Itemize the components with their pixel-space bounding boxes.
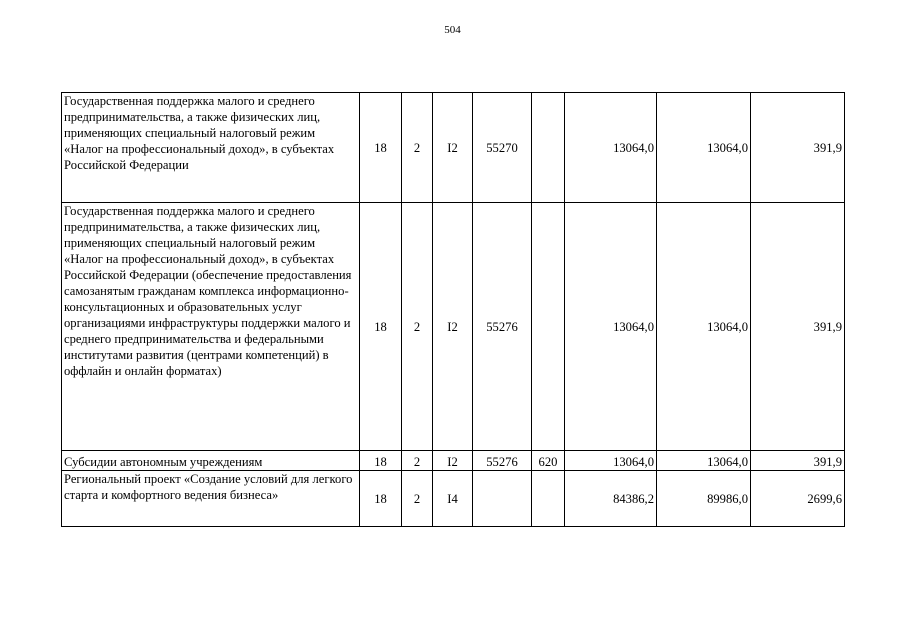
page-number: 504 <box>444 24 461 36</box>
cell-section: 2 <box>402 93 433 203</box>
cell-amount-3: 2699,6 <box>751 471 845 527</box>
cell-ministry: 18 <box>360 93 402 203</box>
cell-section: 2 <box>402 203 433 451</box>
table-row <box>62 451 845 471</box>
table-row <box>62 471 845 527</box>
table-row <box>62 93 845 203</box>
row-name: Региональный проект «Создание условий для легкого старта и комфортного ведения бизнеса» <box>62 471 360 527</box>
cell-expense-type <box>532 471 565 527</box>
cell-amount-3: 391,9 <box>751 93 845 203</box>
cell-amount-1: 13064,0 <box>565 451 657 471</box>
cell-amount-3: 391,9 <box>751 451 845 471</box>
cell-subsection: I2 <box>433 451 473 471</box>
cell-subsection: I4 <box>433 471 473 527</box>
cell-section: 2 <box>402 451 433 471</box>
cell-expense-type: 620 <box>532 451 565 471</box>
row-name: Государственная поддержка малого и среднего предпринимательства, а также физических лиц, применяющих специальный налоговый режим «Налог на профессиональный доход», в субъектах Российской Федерации (обеспечение предоставления самозанятым гражданам комплекса информационно-консультационных и образовательных услуг организациями инфраструктуры поддержки малого и среднего предпринимательства и федеральными институтами развития (центрами компетенций) в оффлайн и онлайн форматах) <box>62 203 360 451</box>
cell-target: 55276 <box>473 203 532 451</box>
cell-amount-2: 89986,0 <box>657 471 751 527</box>
cell-amount-1: 13064,0 <box>565 93 657 203</box>
cell-amount-1: 84386,2 <box>565 471 657 527</box>
cell-target: 55270 <box>473 93 532 203</box>
cell-amount-1: 13064,0 <box>565 203 657 451</box>
row-name: Субсидии автономным учреждениям <box>62 451 360 471</box>
cell-ministry: 18 <box>360 451 402 471</box>
cell-ministry: 18 <box>360 471 402 527</box>
cell-section: 2 <box>402 471 433 527</box>
table-row <box>62 203 845 451</box>
cell-subsection: I2 <box>433 203 473 451</box>
cell-amount-2: 13064,0 <box>657 451 751 471</box>
cell-target: 55276 <box>473 451 532 471</box>
cell-expense-type <box>532 203 565 451</box>
cell-target <box>473 471 532 527</box>
budget-table <box>61 92 845 527</box>
cell-amount-2: 13064,0 <box>657 203 751 451</box>
cell-subsection: I2 <box>433 93 473 203</box>
cell-ministry: 18 <box>360 203 402 451</box>
cell-amount-2: 13064,0 <box>657 93 751 203</box>
row-name: Государственная поддержка малого и среднего предпринимательства, а также физических лиц, применяющих специальный налоговый режим «Налог на профессиональный доход», в субъектах Российской Федерации <box>62 93 360 203</box>
cell-amount-3: 391,9 <box>751 203 845 451</box>
cell-expense-type <box>532 93 565 203</box>
